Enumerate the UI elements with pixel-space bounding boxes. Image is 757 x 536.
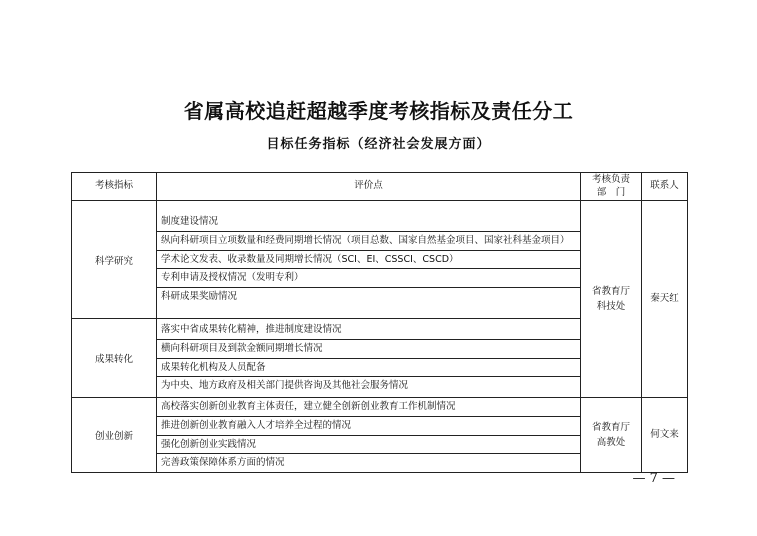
department-cell-b: [581, 398, 642, 473]
header-department-line2: 部 门: [596, 186, 626, 198]
list-item: 学术论文发表、收录数量及同期增长情况（SCI、EI、CSSCI、CSCD）: [157, 251, 580, 270]
contact-cell-a: 秦天红: [642, 201, 688, 398]
list-item: 强化创新创业实践情况: [157, 436, 580, 455]
assessment-table: [71, 172, 688, 473]
header-contact: 联系人: [642, 173, 688, 201]
list-item: 横向科研项目及到款金额同期增长情况: [157, 340, 580, 359]
list-item: 制度建设情况: [157, 213, 580, 232]
department-line: 科技处: [596, 301, 626, 312]
table-row: [72, 398, 688, 473]
header-department-line1: 考核负责: [591, 173, 630, 185]
list-item: 高校落实创新创业教育主体责任，建立健全创新创业教育工作机制情况: [157, 398, 580, 417]
page-number: — 7 —: [632, 471, 675, 486]
table-header-row: [72, 173, 688, 201]
document-subtitle: 目标任务指标（经济社会发展方面）: [266, 137, 491, 152]
list-item: 落实中省成果转化精神，推进制度建设情况: [157, 321, 580, 340]
category-innovation: 创业创新: [72, 398, 157, 473]
list-item: 纵向科研项目立项数量和经费同期增长情况（项目总数、国家自然基金项目、国家社科基金项目）: [157, 232, 580, 251]
header-department: [581, 173, 642, 201]
research-items: [157, 201, 581, 319]
list-item: 专利申请及授权情况（发明专利）: [157, 269, 580, 288]
contact-cell-b: 何文来: [642, 398, 688, 473]
document-title: 省属高校追赶超越季度考核指标及责任分工: [183, 99, 574, 123]
department-line: 省教育厅: [591, 285, 630, 297]
department-line: 高教处: [596, 437, 626, 449]
innovation-items: [157, 398, 581, 473]
table-row: [72, 201, 688, 319]
category-transfer: 成果转化: [72, 319, 157, 398]
list-item: 为中央、地方政府及相关部门提供咨询及其他社会服务情况: [161, 380, 409, 392]
transfer-items: [157, 319, 581, 398]
header-criteria: 评价点: [157, 173, 581, 201]
list-item: 成果转化机构及人员配备: [157, 359, 580, 378]
header-indicator: 考核指标: [72, 173, 157, 201]
department-line: 省教育厅: [591, 421, 630, 433]
department-cell-a: [581, 201, 642, 398]
list-item: 科研成果奖励情况: [161, 291, 238, 303]
list-item: 推进创新创业教育融入人才培养全过程的情况: [157, 417, 580, 436]
list-item: 完善政策保障体系方面的情况: [161, 457, 285, 469]
category-research: 科学研究: [72, 201, 157, 319]
